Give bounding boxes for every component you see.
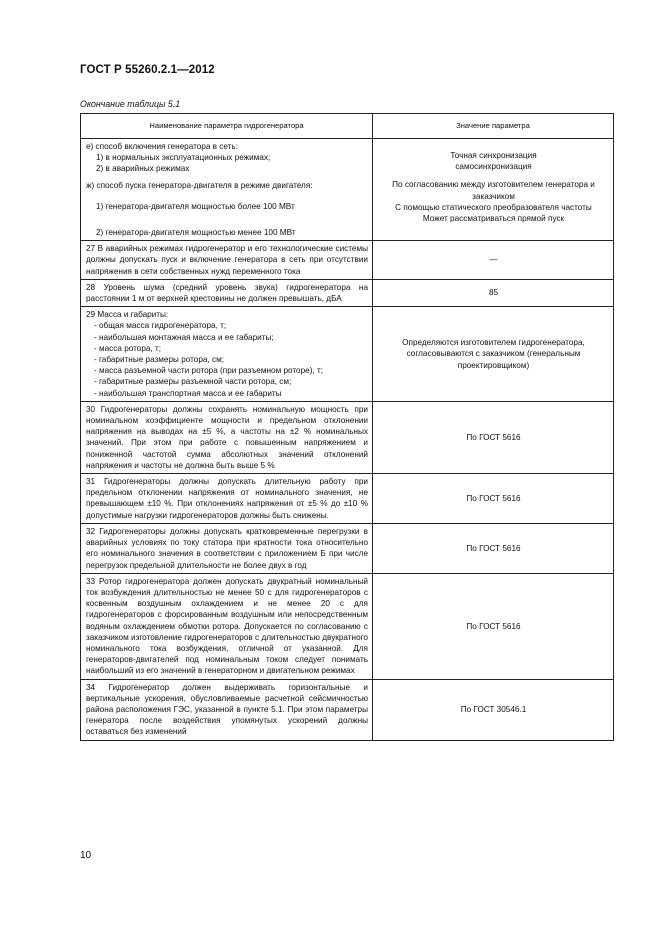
row-27-value: — — [373, 241, 614, 280]
row-e-value-line: самосинхронизация — [455, 162, 532, 172]
table-row — [81, 573, 614, 679]
row-e-parameter — [81, 139, 373, 241]
row-29-item: - габаритные размеры разъемной части ротора, см; — [94, 377, 292, 387]
column-header-value: Значение параметра — [373, 114, 614, 139]
row-32-value: По ГОСТ 5616 — [373, 523, 614, 573]
table-row — [81, 401, 614, 473]
row-30-value: По ГОСТ 5616 — [373, 401, 614, 473]
table-row — [81, 679, 614, 740]
row-e-value — [373, 139, 614, 241]
row-29-parameter — [81, 307, 373, 402]
table-row — [81, 523, 614, 573]
row-e-line: 2) генератора-двигателя мощностью менее 100 МВт — [96, 228, 296, 238]
row-e-line: 1) генератора-двигателя мощностью более 100 МВт — [96, 201, 295, 211]
row-29-value: Определяются изготовителем гидрогенератора, согласовываются с заказчиком (генеральным проектировщиком) — [373, 307, 614, 402]
row-29-item: - габаритные размеры ротора, см; — [94, 355, 224, 365]
row-28-value: 85 — [373, 279, 614, 306]
standard-header: ГОСТ Р 55260.2.1—2012 — [80, 64, 215, 76]
row-33-parameter: 33 Ротор гидрогенератора должен допускать двукратный номинальный ток возбуждения длительностью не менее 50 с для гидрогенераторов с косвенным воздушным охлаждением и не менее 20 с для гидрогенераторов с форсированным воздушным или непосредственным водяным охлаждением обмотки ротора. Допускается по согласованию с заказчиком изготовление гидрогенераторов с длительностью двукратного номинального тока возбуждения, отличной от указанной. Для генераторов-двигателей под номинальным током следует понимать наибольший из его значений в генераторном и двигательном режимах — [81, 573, 373, 679]
table-header-row — [81, 114, 614, 139]
column-header-parameter: Наименование параметра гидрогенератора — [81, 114, 373, 139]
table-row — [81, 139, 614, 241]
row-29-item: - наибольшая монтажная масса и ее габариты; — [94, 332, 274, 342]
row-e-value-line: Может рассматриваться прямой пуск — [422, 214, 565, 224]
row-31-parameter: 31 Гидрогенераторы должны допускать длительную работу при предельном отклонении напряжения от номинального значения, не превышающем ±10 %. При отклонениях напряжения от ±5 % до ±10 % допустимые нагрузки гидрогенераторов должны быть снижены. — [81, 474, 373, 524]
row-30-parameter: 30 Гидрогенераторы должны сохранять номинальную мощность при номинальном коэффициенте мощности и предельном отклонении напряжения на выводах на ±5 %, а частоты на ±2 % номинальных значений. При этом при работе с повышенным напряжением и пониженной частотой сумма абсолютных значений отклонений напряжения и частоты не должна быть выше 5 % — [81, 401, 373, 473]
row-e-line: ж) способ пуска генератора-двигателя в режиме двигателя: — [86, 180, 313, 190]
row-e-value-line: По согласованию между изготовителем генератора и заказчиком — [392, 180, 595, 201]
row-34-parameter: 34 Гидрогенератор должен выдерживать горизонтальные и вертикальные ускорения, обусловливаемые расчетной сейсмичностью района расположения ГЭС, указанной в пункте 5.1. При этом параметры генератора после воздействия упомянутых ускорений должны оставаться без изменений — [81, 679, 373, 740]
table-row — [81, 474, 614, 524]
table-row — [81, 307, 614, 402]
row-e-value-line: Точная синхронизация — [450, 151, 537, 160]
row-29-item: - наибольшая транспортная масса и ее габариты — [94, 388, 282, 398]
table-row — [81, 241, 614, 280]
parameters-table — [80, 113, 614, 741]
row-34-value: По ГОСТ 30546.1 — [373, 679, 614, 740]
row-33-value: По ГОСТ 5616 — [373, 573, 614, 679]
row-e-line: 2) в аварийных режимах — [96, 164, 190, 174]
row-29-item: - масса разъемной части ротора (при разъемном роторе), т; — [94, 366, 324, 376]
table-row — [81, 279, 614, 306]
row-31-value: По ГОСТ 5616 — [373, 474, 614, 524]
row-e-line: е) способ включения генератора в сеть: — [86, 142, 238, 151]
row-29-title: 29 Масса и габариты: — [86, 310, 169, 320]
page-number: 10 — [80, 850, 92, 861]
row-29-item: - масса ротора, т; — [94, 343, 162, 353]
row-27-parameter: 27 В аварийных режимах гидрогенератор и его технологические системы должны допускать пуск и включение генератора в сеть при отсутствии напряжения в сети собственных нужд переменного тока — [81, 241, 373, 280]
row-e-line: 1) в нормальных эксплуатационных режимах; — [96, 153, 271, 163]
row-28-parameter: 28 Уровень шума (средний уровень звука) гидрогенератора на расстоянии 1 м от верхней крестовины не должен превышать, дБА — [81, 279, 373, 306]
row-32-parameter: 32 Гидрогенераторы должны допускать кратковременные перегрузки в аварийных условиях по току статора при кратности тока относительно его номинального значения в соответствии с приложением Б при числе перегрузок предельной длительности не более двух в год — [81, 523, 373, 573]
row-e-value-line: С помощью статического преобразователя частоты — [395, 202, 592, 212]
row-29-item: - общая масса гидрогенератора, т; — [94, 321, 227, 331]
table-caption: Окончание таблицы 5.1 — [80, 99, 181, 109]
